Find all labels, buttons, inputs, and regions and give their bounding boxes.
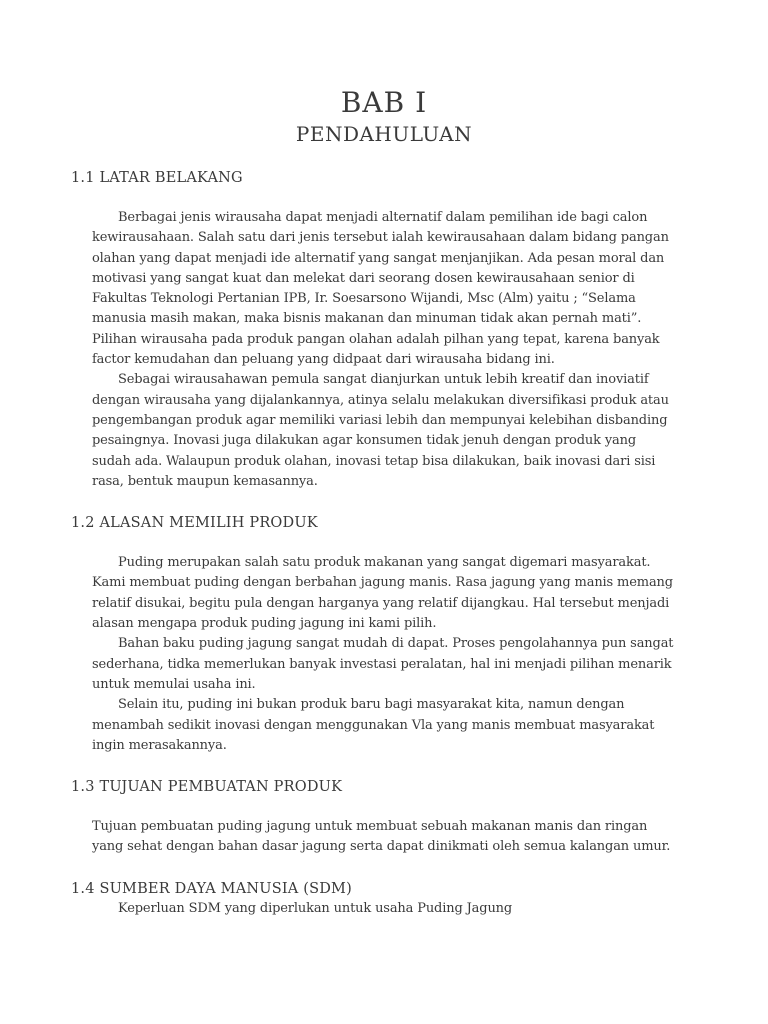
section-heading-alasan-memilih-produk: 1.2 ALASAN MEMILIH PRODUK (71, 515, 318, 532)
paragraph: Bahan baku puding jagung sangat mudah di dapat. Proses pengolahannya pun sangat sederhana, tidka memerlukan banyak investasi peralatan, hal ini menjadi pilihan menarik untuk memulai usaha ini. (92, 636, 674, 692)
paragraph: Selain itu, puding ini bukan produk baru bagi masyarakat kita, namun dengan menambah sedikit inovasi dengan menggunakan Vla yang manis membuat masyarakat ingin merasakannya. (92, 697, 655, 753)
section-heading-tujuan-pembuatan-produk: 1.3 TUJUAN PEMBUATAN PRODUK (71, 779, 343, 796)
section-heading-sumber-daya-manusia: 1.4 SUMBER DAYA MANUSIA (SDM) (71, 880, 352, 897)
paragraph: Tujuan pembuatan puding jagung untuk membuat sebuah makanan manis dan ringan yang sehat dengan bahan dasar jagung serta dapat dinikmati oleh semua kalangan umur. (92, 819, 671, 855)
document-body (71, 168, 677, 919)
chapter-title: PENDAHULUAN (295, 122, 473, 146)
paragraph: Berbagai jenis wirausaha dapat menjadi alternatif dalam pemilihan ide bagi calon kewirausahaan. Salah satu dari jenis tersebut ialah kewirausahaan dalam bidang pangan olahan yang dapat menjadi ide alternatif yang sangat menjanjikan. Ada pesan moral dan motivasi yang sangat kuat dan melekat dari seorang dosen kewirausahaan senior di Fakultas Teknologi Pertanian IPB, Ir. Soesarsono Wijandi, Msc (Alm) yaitu ; “Selama manusia masih makan, maka bisnis makanan dan minuman tidak akan pernah mati”. Pilihan wirausaha pada produk pangan olahan adalah pilhan yang tepat, karena banyak factor kemudahan dan peluang yang didpaat dari wirausaha bidang ini. (92, 210, 669, 368)
section-heading-latar-belakang: 1.1 LATAR BELAKANG (71, 170, 243, 186)
paragraph: Puding merupakan salah satu produk makanan yang sangat digemari masyarakat. Kami membuat puding dengan berbahan jagung manis. Rasa jagung yang manis memang relatif disukai, begitu pula dengan harganya yang relatif dijangkau. Hal tersebut menjadi alasan mengapa produk puding jagung ini kami pilih. (92, 555, 673, 632)
chapter-number: BAB I (340, 86, 428, 119)
paragraph: Sebagai wirausahawan pemula sangat dianjurkan untuk lebih kreatif dan inoviatif dengan wirausaha yang dijalankannya, atinya selalu melakukan diversifikasi produk atau pengembangan produk agar memiliki variasi lebih dan mempunyai kelebihan disbanding pesaingnya. Inovasi juga dilakukan agar konsumen tidak jenuh dengan produk yang sudah ada. Walaupun produk olahan, inovasi tetap bisa dilakukan, baik inovasi dari sisi rasa, bentuk maupun kemasannya. (92, 372, 669, 489)
paragraph: Keperluan SDM yang diperlukan untuk usaha Puding Jagung (118, 900, 513, 916)
